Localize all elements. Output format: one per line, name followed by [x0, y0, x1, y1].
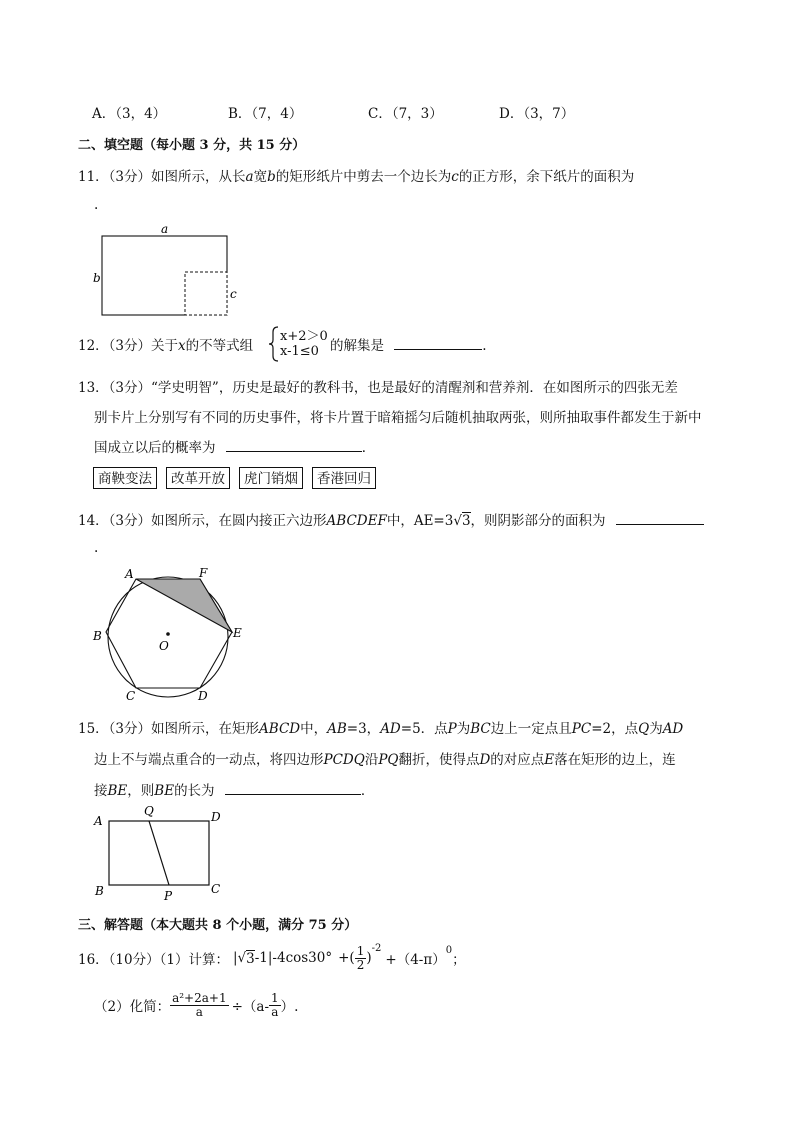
question-15-line-1: 15．（3分）如图所示，在矩形ABCD中，AB=3，AD=5．点P为BC边上一定点且PC=2，点Q为AD: [78, 721, 684, 737]
label-a: a: [161, 222, 169, 236]
point-E-label: E: [233, 626, 242, 640]
question-16-part-2: （2）化简： $\frac{\text{a²+2a+1}}{a}$ ÷（a- $\frac{1}{a}$ ）.: [94, 990, 299, 1019]
question-13-line-2: 别卡片上分别写有不同的历史事件，将卡片置于暗箱摇匀后随机抽取两张，则所抽取事件都发生于新中: [94, 410, 702, 426]
section-title-fill-blank: 二、填空题（每小题 3 分，共 15 分）: [78, 138, 306, 153]
option-b: B．（7，4）: [228, 106, 303, 122]
question-11-end: .: [94, 197, 99, 213]
history-card-4: 香港回归: [312, 467, 376, 489]
answer-blank-15[interactable]: [225, 782, 361, 795]
hexagon-figure: [88, 562, 258, 710]
option-c: C．（7，3）: [368, 106, 443, 122]
point-C-label: C: [126, 689, 136, 703]
center-point: [166, 632, 170, 636]
point-Q-label: Q: [144, 804, 154, 818]
point-B-label: B: [93, 629, 102, 643]
question-13-line-1: 13．（3分）“学史明智”，历史是最好的教科书，也是最好的清醒剂和营养剂．在如图所示的四张无差: [78, 380, 678, 396]
question-14: 14．（3分）如图所示，在圆内接正六边形ABCDEF中，AE=3√3，则阴影部分的面积为: [78, 509, 704, 529]
point-D-label: D: [211, 810, 221, 824]
question-15-line-3: 接BE，则BE的长为 ．: [94, 783, 375, 799]
sqrt-symbol-icon: √: [237, 950, 247, 966]
history-card-3: 虎门销烟: [239, 467, 303, 489]
rectangle-abcd-figure: [88, 800, 238, 906]
point-F-label: F: [199, 566, 208, 580]
point-A-label: A: [125, 567, 134, 581]
point-P-label: P: [164, 889, 173, 903]
point-O-label: O: [159, 639, 169, 653]
cut-square: [185, 272, 227, 315]
question-16-part-1: 16．（10分）（1）计算： | √ 3 -1|-4cos30° +( $\frac{1}{2}$ ) -2 +（4-π） 0 ；: [78, 942, 466, 972]
point-B-label: B: [95, 884, 104, 898]
shaded-region: [136, 579, 232, 632]
question-14-end: .: [94, 540, 99, 556]
fraction-one-over-a: $\frac{1}{a}$: [271, 990, 279, 1019]
brace-icon: [267, 325, 281, 363]
fraction-polynomial: $\frac{\text{a²+2a+1}}{a}$: [172, 990, 227, 1019]
segment-pq: [149, 821, 169, 885]
point-A-label: A: [94, 814, 103, 828]
inequality-1: x+2＞0: [280, 329, 328, 344]
point-D-label: D: [198, 689, 208, 703]
option-d: D．（3，7）: [499, 106, 575, 122]
question-13-line-3: 国成立以后的概率为 ．: [94, 440, 376, 456]
section-title-solve: 三、解答题（本大题共 8 个小题，满分 75 分）: [78, 918, 358, 933]
option-a: A．（3，4）: [92, 106, 167, 122]
inequality-2: x-1≤0: [280, 344, 319, 359]
sqrt-symbol-icon: √: [453, 513, 462, 529]
question-15-line-2: 边上不与端点重合的一动点，将四边形PCDQ沿PQ翻折，使得点D的对应点E落在矩形的边上，连: [94, 752, 676, 768]
label-c: c: [230, 287, 237, 301]
fraction-one-half: $\frac{1}{2}$: [356, 943, 365, 972]
label-b: b: [93, 271, 101, 285]
question-12-tail: 的解集是 .: [330, 338, 487, 354]
rectangle-figure: [88, 222, 248, 320]
answer-blank-14[interactable]: [616, 512, 704, 525]
question-11: 11．（3分）如图所示，从长a宽b的矩形纸片中剪去一个边长为c的正方形，余下纸片的面积为: [78, 169, 635, 185]
answer-blank-12[interactable]: [394, 337, 482, 350]
history-card-2: 改革开放: [166, 467, 230, 489]
question-12: 12．（3分）关于x的不等式组: [78, 338, 254, 354]
point-C-label: C: [211, 882, 221, 896]
history-card-1: 商鞅变法: [93, 467, 157, 489]
answer-blank-13[interactable]: [226, 439, 362, 452]
